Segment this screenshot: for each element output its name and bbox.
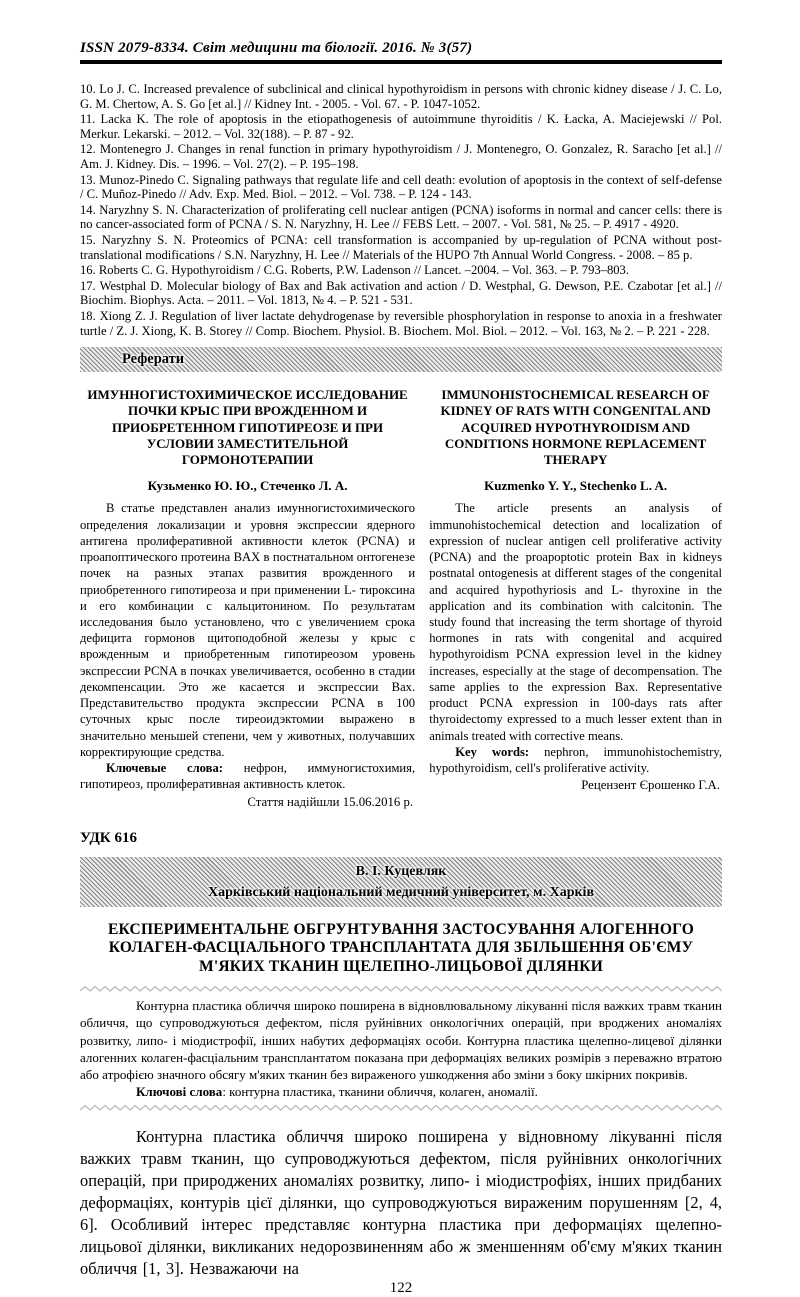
abstract-english: [429, 387, 722, 809]
header-divider: [80, 60, 722, 64]
abstract-en-authors: Kuzmenko Y. Y., Stechenko L. A.: [484, 478, 668, 494]
page-number: 122: [389, 1280, 413, 1297]
keywords-text: nephron, immunohistochemistry, hypothyroidism, cell's proliferative activity.: [429, 744, 722, 776]
zigzag-border-bottom: [80, 1104, 722, 1112]
article-annotation: Контурна пластика обличчя широко поширена в відновлювальному лікуванні після важких травм тканин обличчя, що супроводжуються дефектом, після руйнівних онкологічних операцій, при вроджених аномаліях розвитку, липо- і міодистрофії, інших набутих деформаціях особи. Контурна пластика щелепно-лицевої ділянки алогенних колаген-фасціальним трансплантатом показана при деформаціях великих розмірів з переважно втратою або атрофією значного обсягу м'яких тканин без вираженого ушкодження або зміни з боку шкірних покривів.: [80, 998, 722, 1082]
abstract-en-text: The article presents an analysis of immunohistochemical detection and localization of expression of nuclear antigen cell proliferative activity (PCNA) and the proapoptotic protein Bax in kidneys postnatal ontogenesis at different stages of the congenital and acquired hypothyriosis and L- thyroxine in the application and its combination with calcitonin. The study found that increasing the term shortage of thyroid hormones in rats with congenital and acquired hypothyroidism PCNA expression level in the kidney increases, especially at the stage of decompensation. The same applies to the expression Bax. Representative product PCNA expression in 100-days rats after thyroidectomy expressed to a much lesser extent than in animals treated with corrective means.: [429, 501, 722, 743]
reference-item: 17. Westphal D. Molecular biology of Bax and Bak activation and action / D. Westphal, G. Dewson, P.E. Czabotar [et al.] // Biochim. Biophys. Acta. – 2011. – Vol. 1813, № 4. – P. 521 - 531.: [80, 278, 722, 308]
article-author-banner: [80, 857, 722, 907]
keywords-text: нефрон, иммуногистохимия, гипотиреоз, пролиферативная активность клеток.: [80, 761, 416, 792]
abstract-russian: [80, 387, 415, 809]
article-keywords: [80, 1083, 722, 1100]
reference-item: 13. Munoz-Pinedo C. Signaling pathways that regulate life and cell death: evolution of apoptosis in the context of self-defense / C. Muñoz-Pinedo // Adv. Exp. Med. Biol. – 2012. – Vol. 738. – P. 124 - 143.: [80, 172, 722, 202]
article-reviewer: Рецензент Єрошенко Г.А.: [581, 778, 720, 793]
reference-item: 14. Naryzhny S. N. Characterization of proliferating cell nuclear antigen (PCNA) isoforms in normal and cancer cells: there is no cancer-associated form of PCNA / S. N. Naryzhny, H. Lee // FEBS Lett. – 2007. - Vol. 581, № 25. – P. 4917 - 4920.: [80, 202, 722, 232]
reference-item: 12. Montenegro J. Changes in renal function in primary hypothyroidism / J. Montenegro, O. Gonzalez, R. Saracho [et al.] // Am. J. Kidney. Dis. – 1996. – Vol. 27(2). – P. 195–198.: [80, 142, 722, 171]
article-received-date: Стаття надійшли 15.06.2016 р.: [247, 794, 414, 809]
abstract-ru-keywords: [80, 760, 415, 792]
journal-issn-header: ISSN 2079-8334. Світ медицини та біології. 2016. № 3(57): [80, 40, 473, 56]
abstract-ru-title: ИМУННОГИСТОХИМИЧЕСКОЕ ИССЛЕДОВАНИЕ ПОЧКИ КРЫС ПРИ ВРОЖДЕННОМ И ПРИОБРЕТЕННОМ ГИПОТИРЕОЗЕ И ПРИ УСЛОВИИ ЗАМЕСТИТЕЛЬНОЙ ГОРМОНОТЕРАПИИ: [87, 387, 408, 468]
udc-code: УДК 616: [80, 829, 137, 846]
abstract-en-title: IMMUNOHISTOCHEMICAL RESEARCH OF KIDNEY OF RATS WITH CONGENITAL AND ACQUIRED HYPOTHYROIDISM AND CONDITIONS HORMONE REPLACEMENT THERAPY: [440, 387, 711, 468]
article-author: В. І. Куцевляк: [355, 863, 447, 879]
keywords-text: : контурна пластика, тканини обличчя, колаген, аномалії.: [222, 1084, 538, 1100]
bilingual-abstracts: [80, 387, 722, 809]
reference-item: 11. Lacka K. The role of apoptosis in the etiopathogenesis of autoimmune thyroiditis / K. Łacka, A. Maciejewski // Pol. Merkur. Lekarski. – 2012. – Vol. 32(188). – P. 87 - 92.: [80, 112, 722, 141]
referaty-label: Реферати: [122, 351, 185, 368]
article-title: ЕКСПЕРИМЕНТАЛЬНЕ ОБГРУНТУВАННЯ ЗАСТОСУВАННЯ АЛОГЕННОГО КОЛАГЕН-ФАСЦІАЛЬНОГО ТРАНСПЛАНТАТА ДЛЯ ЗБІЛЬШЕННЯ ОБ'ЄМУ М'ЯКИХ ТКАНИН ЩЕЛЕПНО-ЛИЦЬОВОЇ ДІЛЯНКИ: [107, 920, 695, 976]
referaty-section-banner: [80, 347, 722, 372]
article-body-text: Контурна пластика обличчя широко поширена у відновному лікуванні після важких травм тканин, що супроводжуються дефектом, після руйнівних онкологічних операцій, при природжених аномаліях розвитку, липо- і міодистрофіях, інших придбаних деформаціях, контурів цієї ділянки, що супроводжуються вираженим порушенням [2, 4, 6]. Особливий інтерес представляє контурна пластика при деформаціях щелепно-лицьової ділянки, викликаних недорозвиненням або ж зменшенням об'єму м'яких тканин обличчя [1, 3]. Незважаючи на: [80, 1127, 722, 1279]
zigzag-border-top: [80, 985, 722, 993]
references-list: [80, 82, 722, 339]
reference-item: 18. Xiong Z. J. Regulation of liver lactate dehydrogenase by reversible phosphorylation in response to anoxia in a freshwater turtle / Z. J. Xiong, K. B. Storey // Comp. Biochem. Physiol. B. Biochem. Mol. Biol. – 2012. – Vol. 163, № 2. – P. 221 - 228.: [80, 308, 722, 338]
keywords-label: Ключевые слова:: [106, 761, 223, 776]
article-affiliation: Харківський національний медичний університет, м. Харків: [207, 884, 595, 900]
reference-item: 10. Lo J. C. Increased prevalence of subclinical and clinical hypothyroidism in persons with chronic kidney disease / J. C. Lo, G. M. Chertow, A. S. Go [et al.] // Kidney Int. - 2005. - Vol. 67. - P. 1047-1052.: [80, 82, 722, 111]
reference-item: 15. Naryzhny S. N. Proteomics of PCNA: cell transformation is accompanied by up-regulation of PCNA without post-translational modifications / S.N. Naryzhny, H. Lee // Materials of the HUPO 7th Annual World Congress. - 2008. – 85 p.: [80, 232, 722, 262]
article-annotation-block: [80, 985, 722, 1112]
reference-item: 16. Roberts C. G. Hypothyroidism / C.G. Roberts, P.W. Ladenson // Lancet. –2004. – Vol. 363. – P. 793–803.: [80, 263, 629, 278]
abstract-ru-text: В статье представлен анализ имунногистохимического определения локализации и уровня экспрессии ядерного антигена пролиферативной активности клеток (PCNA) и проапоптического протеина BAX в постнатальном онтогенезе почек на разных этапах развития врожденного и приобретенного гипотиреоза и при применении L- тироксина и его комбинации с кальцитонином. По результатам исследования было установлено, что с увеличением срока дефицита гормонов щитоподобной железы у крыс с врожденным и приобретенным гипотиреозом уровень экспрессии PCNA в почках увеличивается, особенно в стадии декомпенсации. Это же касается и экспрессии Вах. Представительство продукта экспрессии PCNA в 100 суточных крыс после тиреоидэктомии выражено в значительно меньшей степени, чем у животных, получавших корректирующие средства.: [80, 501, 416, 759]
abstract-en-keywords: [429, 744, 722, 776]
abstract-ru-authors: Кузьменко Ю. Ю., Стеченко Л. А.: [147, 478, 348, 494]
keywords-label: Ключові слова: [136, 1084, 223, 1100]
keywords-label: Key words:: [455, 744, 530, 759]
